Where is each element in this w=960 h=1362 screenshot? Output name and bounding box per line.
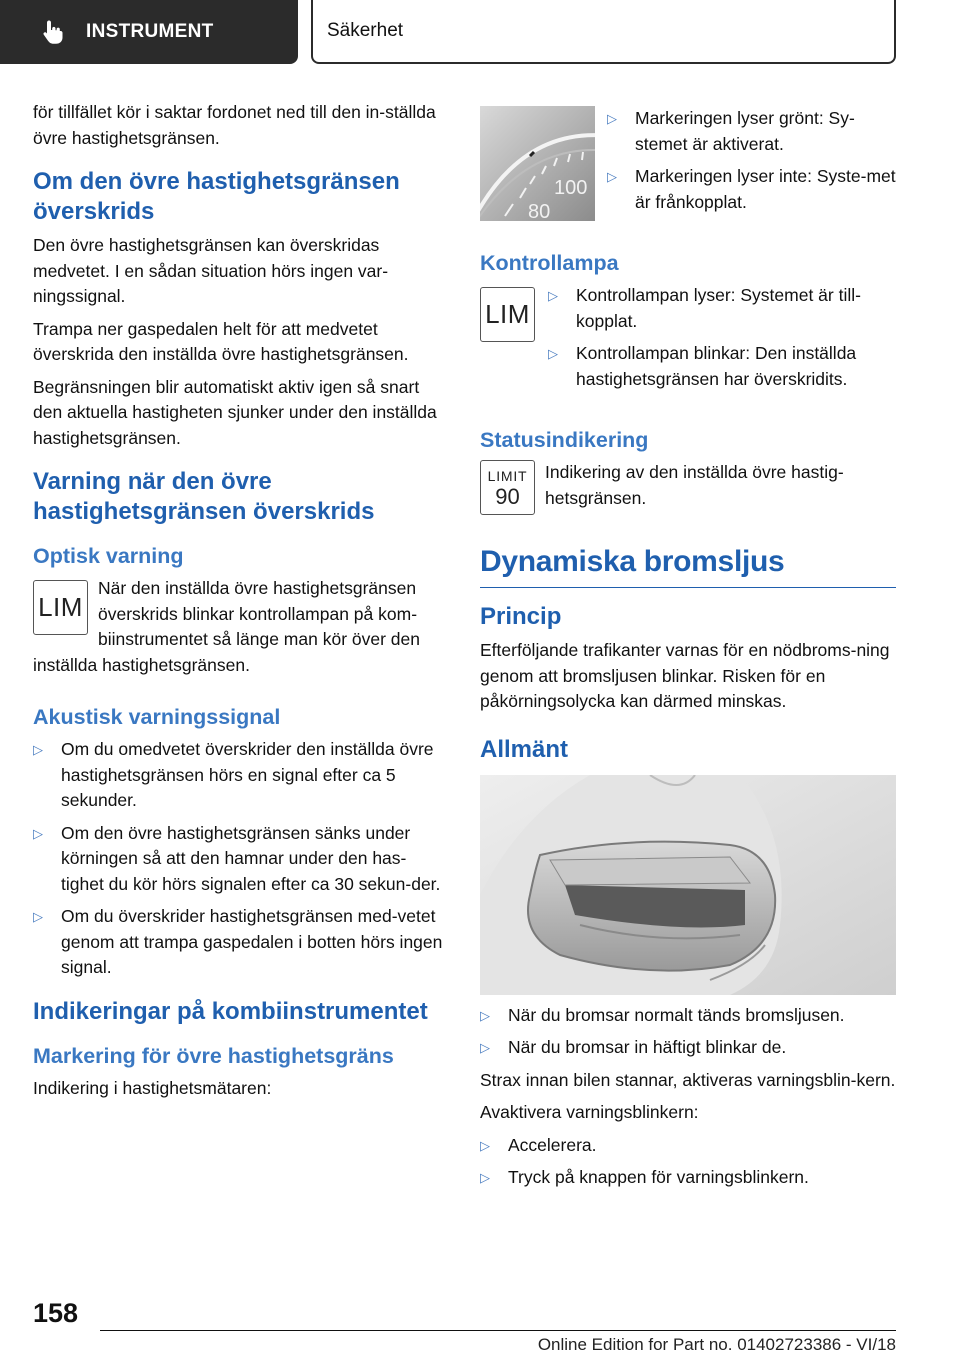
status-block	[480, 460, 896, 515]
triangle-bullet-icon: ▷	[480, 1040, 490, 1055]
list-item: ▷ När du bromsar in häftigt blinkar de.	[480, 1037, 787, 1057]
heading-status: Statusindikering	[480, 428, 649, 452]
right-column	[480, 100, 896, 1198]
list-item: ▷ Kontrollampan blinkar: Den inställda hastighetsgränsen har överskridits.	[548, 343, 857, 389]
heading-marking: Markering för övre hastighetsgräns	[33, 1043, 394, 1068]
heading-dynamic-brake-lights: Dynamiska bromsljus	[480, 543, 896, 588]
speedo-label-80: 80	[528, 201, 551, 221]
footer-divider	[100, 1330, 896, 1331]
deactivate-list	[480, 1133, 896, 1191]
triangle-bullet-icon: ▷	[33, 825, 43, 841]
section-tab[interactable]	[0, 0, 298, 64]
triangle-bullet-icon: ▷	[607, 111, 617, 126]
heading-indications: Indikeringar på kombiinstrumentet	[33, 997, 428, 1025]
triangle-bullet-icon: ▷	[548, 346, 558, 361]
principle-paragraph: Efterföljande trafikanter varnas för en nödbroms-ning genom att bromsljusen blinkar. Risken för en påkörningsolycka kan därmed minskas.	[480, 640, 890, 711]
list-item: ▷ Om du omedvetet överskrider den inställda övre hastighetsgränsen hörs en signal efter ca 5 sekunder.	[33, 739, 434, 810]
optical-warning-block	[33, 576, 445, 678]
lim-indicator-icon: LIM	[33, 580, 88, 635]
heading-acoustic-warning: Akustisk varningssignal	[33, 705, 281, 729]
triangle-bullet-icon: ▷	[33, 909, 43, 924]
pointing-hand-icon	[42, 19, 64, 45]
speedometer-illustration	[480, 106, 595, 221]
page-title: Säkerhet	[327, 20, 404, 41]
brake-list	[480, 1003, 896, 1061]
list-item: ▷ Om den övre hastighetsgränsen sänks under körningen så att den hamnar under den has-tighet du kör hörs signalen efter ca 30 sekun-der.	[33, 822, 441, 894]
heading-warning: Varning när den övre hastighetsgränsen överskrids	[33, 468, 375, 525]
control-lamp-block	[480, 283, 896, 399]
tail-light-illustration	[480, 775, 896, 995]
list-item: ▷ Accelerera.	[480, 1134, 597, 1155]
speedo-label-100: 100	[554, 177, 588, 199]
marking-paragraph: Indikering i hastighetsmätaren:	[33, 1077, 272, 1098]
triangle-bullet-icon: ▷	[548, 288, 558, 303]
status-text: Indikering av den inställda övre hastig-hetsgränsen.	[545, 462, 844, 508]
triangle-bullet-icon: ▷	[480, 1007, 490, 1023]
heading-general: Allmänt	[480, 735, 569, 763]
list-item: ▷ Om du överskrider hastighetsgränsen med-vetet genom att trampa gaspedalen i botten hörs ingen signal.	[33, 906, 443, 977]
heading-principle: Princip	[480, 603, 562, 630]
control-lamp-list	[548, 283, 896, 399]
page-title-tab	[311, 0, 896, 64]
triangle-bullet-icon: ▷	[33, 742, 43, 757]
heading-exceed: Om den övre hastighetsgränsen överskrids	[33, 168, 400, 225]
triangle-bullet-icon: ▷	[480, 1137, 490, 1153]
list-item: ▷ Markeringen lyser inte: Syste-met är frånkopplat.	[607, 166, 896, 212]
exceed-paragraph-1: Den övre hastighetsgränsen kan överskridas medvetet. I en sådan situation hörs ingen var-ningssignal.	[33, 235, 389, 306]
optical-warning-text: När den inställda övre hastighetsgränsen överskrids blinkar kontrollampan på kom-biinstrumentet så länge man kör över den inställda hastighetsgränsen.	[33, 578, 420, 675]
list-item: ▷ Markeringen lyser grönt: Sy-stemet är aktiverat.	[607, 108, 855, 154]
limit-90-icon: LIMIT 90	[480, 460, 535, 515]
left-column	[33, 100, 445, 1108]
list-item: ▷ Tryck på knappen för varningsblinkern.	[480, 1167, 809, 1187]
hazard-paragraph: Strax innan bilen stannar, aktiveras varningsblin-kern.	[480, 1069, 896, 1090]
exceed-paragraph-3: Begränsningen blir automatiskt aktiv igen så snart den aktuella hastigheten sjunker under den inställda hastighetsgränsen.	[33, 376, 437, 448]
marking-list	[607, 106, 896, 222]
speedometer-block	[480, 100, 896, 222]
list-item: ▷ Kontrollampan lyser: Systemet är till-kopplat.	[548, 285, 861, 331]
footer-edition: Online Edition for Part no. 01402723386 - VI/18	[537, 1335, 896, 1354]
exceed-paragraph-2: Trampa ner gaspedalen helt för att medvetet överskrida den inställda övre hastighetsgränsen.	[33, 318, 409, 364]
list-item: ▷ När du bromsar normalt tänds bromsljusen.	[480, 1004, 845, 1025]
page-number: 158	[33, 1298, 79, 1328]
heading-optical-warning: Optisk varning	[33, 544, 184, 568]
triangle-bullet-icon: ▷	[480, 1170, 490, 1185]
deactivate-paragraph: Avaktivera varningsblinkern:	[480, 1102, 699, 1122]
page-header	[0, 0, 960, 66]
lim-indicator-icon: LIM	[480, 287, 535, 342]
acoustic-list	[33, 737, 445, 981]
triangle-bullet-icon: ▷	[607, 169, 617, 184]
heading-control-lamp: Kontrollampa	[480, 251, 619, 275]
intro-paragraph: för tillfället kör i saktar fordonet ned till den in-ställda övre hastighetsgränsen.	[33, 102, 436, 148]
section-label: INSTRUMENT	[86, 21, 214, 42]
